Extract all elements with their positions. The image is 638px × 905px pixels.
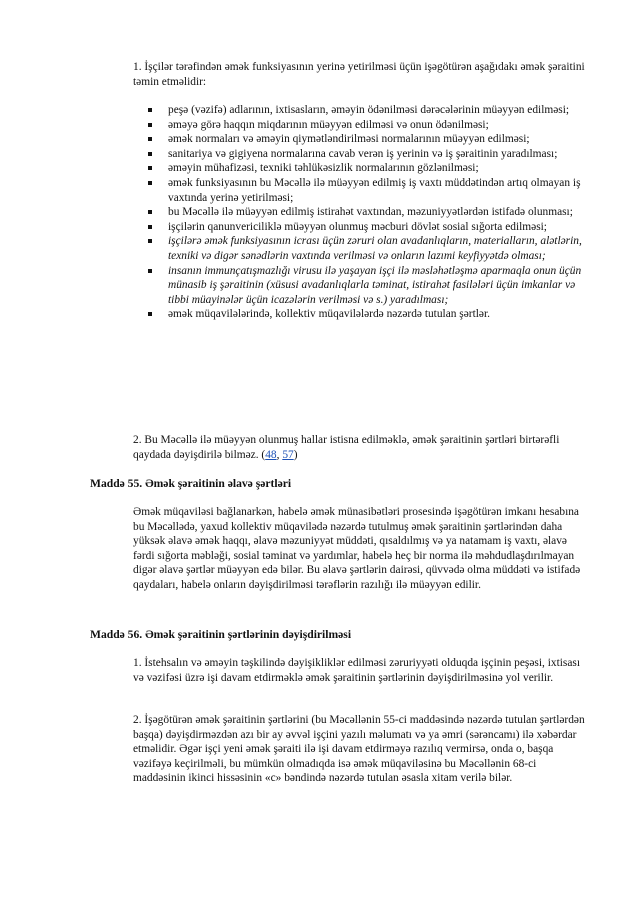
bullet-item (148, 161, 593, 176)
bullet-text: əməyə görə haqqın miqdarının müəyyən edilməsi və onun ödənilməsi; (168, 118, 489, 131)
bullet-marker-icon (148, 123, 152, 127)
bullet-text: əmək funksiyasının bu Məcəllə ilə müəyyən edilmiş iş vaxtı müddətindən artıq olmayan iş vaxtında yerinə yetirilməsi; (168, 176, 581, 204)
bullet-marker-icon (148, 225, 152, 229)
bullet-marker-icon (148, 312, 152, 316)
bullet-text: işçilərin qanunvericiliklə müəyyən olunmuş məcburi dövlət sosial sığorta edilməsi; (168, 220, 547, 233)
bullet-marker-icon (148, 181, 152, 185)
bullet-text: əmək normaları və əməyin qiymətləndirilməsi normalarının müəyyən edilməsi; (168, 133, 530, 146)
bullet-marker-icon (148, 166, 152, 170)
bullet-item (148, 205, 593, 220)
bullet-text: insanın immunçatışmazlığı virusu ilə yaşayan işçi ilə məsləhətləşmə aparmaqla onun üçün münasib iş şəraitinin (xüsusi avadanlıqlarla təminat, istirahət fasilələri üçün imkanlar və tibbi müayinələr üçün icazələrin verilməsi və s.) yaradılması; (168, 264, 582, 306)
bullet-item (148, 220, 593, 235)
bullet-marker-icon (148, 152, 152, 156)
bullet-list (148, 103, 593, 322)
bullet-text: peşə (vəzifə) adlarının, ixtisasların, əməyin ödənilməsi dərəcələrinin müəyyən edilməsi; (168, 104, 570, 116)
bullet-item (148, 132, 593, 147)
bullet-marker-icon (148, 108, 152, 112)
bullet-marker-icon (148, 239, 152, 243)
bullet-item (148, 234, 593, 263)
article-55-heading: Maddə 55. Əmək şəraitinin əlavə şərtləri (90, 477, 292, 490)
bullet-item (148, 264, 593, 308)
reference-link-57[interactable]: 57 (282, 448, 294, 461)
bullet-item (148, 176, 593, 205)
bullet-text: işçilərə əmək funksiyasının icrası üçün zəruri olan avadanlıqların, materialların, alətlərin, texniki və digər sənədlərin vaxtında verilməsi və onların lazımi keyfiyyətdə olması; (168, 235, 582, 262)
bullet-item (148, 118, 593, 133)
article-56-heading: Maddə 56. Əmək şəraitinin şərtlərinin dəyişdirilməsi (90, 628, 352, 641)
bullet-marker-icon (148, 269, 152, 273)
article-56-item-2: 2. İşəgötürən əmək şəraitinin şərtlərini (bu Məcəllənin 55-ci maddəsində nəzərdə tutulan şərtlərdən başqa) dəyişdirməzdən azı bir ay əvvəl işçini yazılı məlumatı və ya əmri (sərəncamı) ilə xəbərdar etməlidir. Əgər işçi yeni əmək şəraiti ilə işi davam etdirməyə razılıq vermirsə, onda o, başqa vəzifəyə keçirilməli, bu mümkün olmadıqda isə əmək müqaviləsinə bu Məcəllənin 68-ci maddəsinin ikinci hissəsinin «c» bəndində nəzərdə tutulan əsasla xitam verilə bilər. (133, 714, 585, 785)
intro-item-2: 2. Bu Məcəllə ilə müəyyən olunmuş hallar istisna edilməklə, əmək şəraitinin şərtləri birtərəfli qaydada dəyişdirilə bilməz. (48, 57) (133, 434, 560, 461)
article-56-item-1: 1. İstehsalın və əməyin təşkilində dəyişikliklər edilməsi zəruriyyəti olduqda işçinin peşəsi, ixtisası və vəzifəsi üzrə işi davam etdirməklə əmək şəraitinin şərtlərinin dəyişdirilməsinə yol verilir. (133, 657, 580, 684)
article-55-text: Əmək müqaviləsi bağlanarkən, habelə əmək münasibətləri prosesində işəgötürən imkanı hesabına bu Məcəllədə, yaxud kollektiv müqavilədə nəzərdə tutulmuş əmək şəraitinin şərtlərindən daha yüksək əlavə əmək haqqı, əlavə məzuniyyət müddəti, qısaldılmış və ya natamam iş vaxtı, əlavə fərdi sığorta məbləği, sosial təminat və yardımlar, habelə heç bir norma ilə məhdudlaşdırılmayan digər əlavə şərtlər müəyyən edə bilər. Bu əlavə şərtlərin dairəsi, qüvvədə olma müddəti və istifadə qaydaları, habelə onların dəyişdirilməsi tərəflərin razılığı ilə müəyyən edilir. (133, 506, 581, 591)
bullet-text: bu Məcəllə ilə müəyyən edilmiş istirahət vaxtından, məzuniyyətlərdən istifadə olunması; (168, 206, 573, 219)
bullet-text: sanitariya və gigiyena normalarına cavab verən iş yerinin və iş şəraitinin yaradılması; (168, 147, 558, 160)
bullet-text: əməyin mühafizəsi, texniki təhlükəsizlik normalarının gözlənilməsi; (168, 162, 479, 175)
bullet-marker-icon (148, 137, 152, 141)
bullet-item (148, 147, 593, 162)
bullet-marker-icon (148, 210, 152, 214)
bullet-item (148, 103, 593, 118)
bullet-text: əmək müqavilələrində, kollektiv müqavilələrdə nəzərdə tutulan şərtlər. (168, 308, 490, 321)
reference-link-48[interactable]: 48 (265, 448, 277, 461)
bullet-item (148, 307, 593, 322)
intro-item-1: 1. İşçilər tərəfindən əmək funksiyasının yerinə yetirilməsi üçün işəgötürən aşağıdakı əmək şəraitini təmin etməlidir: (133, 61, 585, 88)
